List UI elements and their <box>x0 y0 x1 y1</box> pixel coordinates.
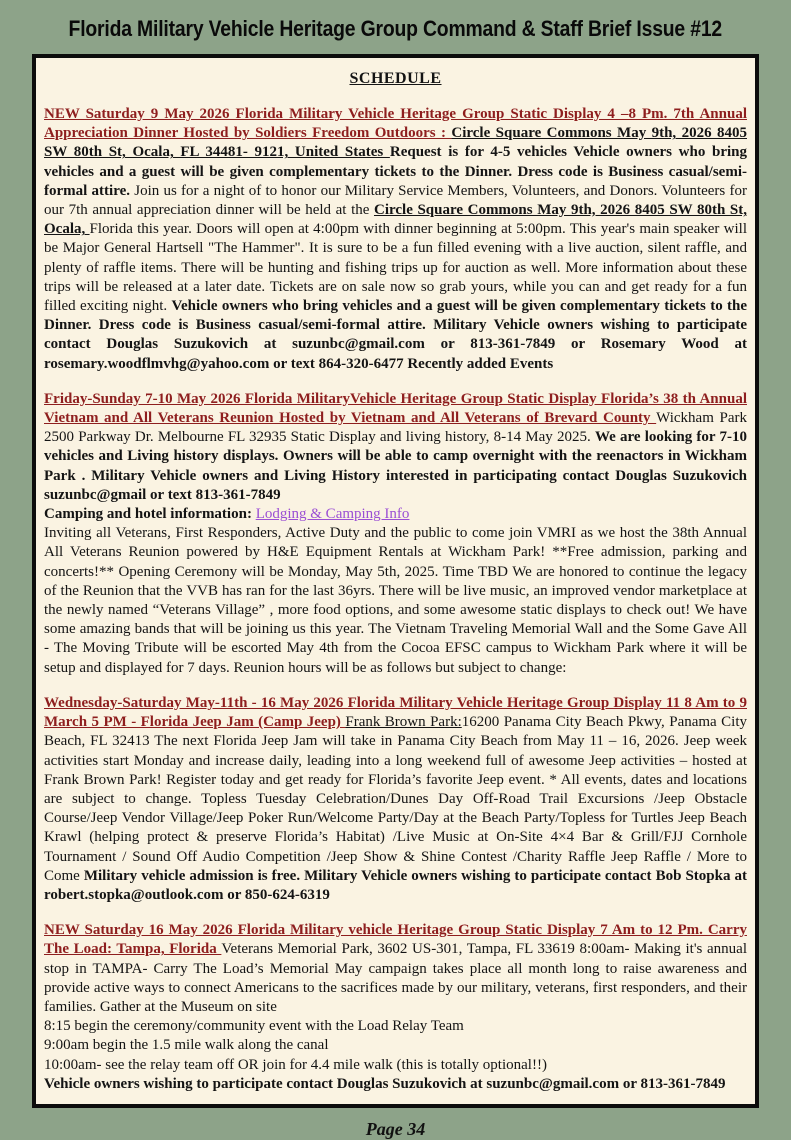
event-dinner-body-2: Florida this year. Doors will open at 4:00pm with dinner beginning at 5:00pm. This year's main speaker will be Major General Hartsell "The Hammer". It is sure to be a fun filled evening with a live auction, silent raffle, and plenty of raffle items. There will be hunting and fishing trips up for auction as well. More information about these trips will be released at a later date. Tickets are on sale now so grab yours, while you can and get ready for a fun filled exciting night. <box>44 221 748 315</box>
event-dinner-body-1: Join us for a night of to honor our Military Service Members, Volunteers, and Donors. Volunteers for our 7th annual appreciation dinner will be held at the <box>44 182 747 219</box>
event-dinner-venue-repeat: Circle Square Commons May 9th, 2026 8405 SW 80th St, Ocala, <box>44 202 747 238</box>
event-jeep-jam-body: 16200 Panama City Beach Pkwy, Panama City Beach, FL 32413 The next Florida Jeep Jam will take in Panama City Beach from May 11 – 16, 2026. Jeep week activities start Monday and increase daily, leading into a long weekend full of awesome Jeep activities – hosted at Frank Brown Park! Register today and get ready for Florida’s favorite Jeep event. * All events, dates and locations are subject to change. Topless Tuesday Celebration/Dunes Day Off-Road Trail Excursions /Jeep Obstacle Course/Jeep Vendor Village/Jeep Poker Run/Welcome Party/Day at the Beach Party/Topless for Turtles Jeep Beach Krawl (helping protect & preserve Florida’s Habitat) /Live Music at On-Site 4×4 Bar & Grill/FJJ Cornhole Tournament / Sound Off Audio Competition /Jeep Show & Shine Contest /Charity Raffle Jeep Raffle / More to Come <box>44 714 748 884</box>
event-jeep-jam-contact: Military vehicle admission is free. Military Vehicle owners wishing to participate contact Bob Stopka at robert.stopka@outlook.com or 850-624-6319 <box>44 867 747 903</box>
event-carry-the-load <box>44 921 747 1094</box>
event-dinner-venue: Circle Square Commons May 9th, 2026 8405 SW 80th St, Ocala, FL 34481- 9121, United States <box>44 125 747 161</box>
event-reunion-title: Friday-Sunday 7-10 May 2026 Florida MilitaryVehicle Heritage Group Static Display Florida’s 38 th Annual Vietnam and All Veterans Reunion Hosted by Vietnam and All Veterans of Brevard County <box>44 390 747 427</box>
page-number: Page 34 <box>365 1118 426 1139</box>
event-reunion-body: Inviting all Veterans, First Responders, Active Duty and the public to come join VMRI as we host the 38th Annual All Veterans Reunion powered by H&E Equipment Rentals at Wickham Park! **Free admission, parking and concerts!** Opening Ceremony will be Monday, May 5th, 2025. Time TBD We are honored to continue the legacy of the Reunion that the VVB has ran for the last 36yrs. There will be live music, an improved vendor marketplace at the newly named “Veterans Village” , more food options, and some awesome static displays to check out! We have some amazing bands that will be joining us this year. The Vietnam Traveling Memorial Wall and the Some Gave All - The Moving Tribute will be escorted May 4th from the Cocoa EFSC campus to Wickham Park where it will be setup and displayed for 7 days. Reunion hours will be as follows but subject to change: <box>44 525 747 676</box>
lodging-camping-link[interactable]: Lodging & Camping Info <box>255 506 410 523</box>
event-jeep-jam <box>44 694 747 905</box>
schedule-heading: SCHEDULE <box>349 70 442 87</box>
event-carry-schedule-815: 8:15 begin the ceremony/community event with the Load Relay Team <box>44 1018 464 1035</box>
event-dinner-request: Request is for 4-5 vehicles Vehicle owners who bring vehicles and a guest will be given complementary tickets to the Dinner. Dress code is Business casual/semi-formal attire. <box>44 144 747 199</box>
event-carry-body: Veterans Memorial Park, 3602 US-301, Tampa, FL 33619 8:00am- Making it's annual stop in TAMPA- Carry The Load’s Memorial May campaign takes place all month long to raise awareness and provide active ways to connect Americans to the sacrifices made by our military, veterans, first responders, and their families. Gather at the Museum on site <box>44 941 747 1015</box>
camping-info-label: Camping and hotel information: <box>44 506 256 523</box>
schedule-box <box>32 54 759 1108</box>
event-carry-contact: Vehicle owners wishing to participate contact Douglas Suzukovich at suzunbc@gmail.com or 813-361-7849 <box>44 1075 726 1092</box>
page-title: Florida Military Vehicle Heritage Group Command & Staff Brief Issue #12 <box>68 16 723 41</box>
event-appreciation-dinner <box>44 105 747 374</box>
masthead <box>0 16 791 42</box>
event-jeep-jam-title: Wednesday-Saturday May-11th - 16 May 2026 Florida Military Vehicle Heritage Group Display 11 8 Am to 9 March 5 PM - Florida Jeep Jam (Camp Jeep) <box>44 694 747 731</box>
event-reunion-looking: We are looking for 7-10 vehicles and Living history displays. Owners will be able to camp overnight with the reenactors in Wickham Park . Military Vehicle owners and Living History interested in participating contact Douglas Suzukovich suzunbc@gmail or text 813-361-7849 <box>44 429 747 503</box>
event-dinner-title: NEW Saturday 9 May 2026 Florida Military Vehicle Heritage Group Static Display 4 –8 Pm. 7th Annual Appreciation Dinner Hosted by Soldiers Freedom Outdoors : <box>44 106 747 142</box>
event-jeep-jam-park: Frank Brown Park: <box>345 714 462 731</box>
event-dinner-contact: Vehicle owners who bring vehicles and a guest will be given complementary tickets to the Dinner. Dress code is Business casual/semi-formal attire. Military Vehicle owners wishing to participate contact Douglas Suzukovich at suzunbc@gmail.com or 813-361-7849 or Rosemary Wood at rosemary.woodflmvhg@yahoo.com or text 864-320-6477 Recently added Events <box>44 298 747 372</box>
event-veterans-reunion <box>44 390 747 678</box>
event-carry-schedule-1000: 10:00am- see the relay team off OR join for 4.4 mile walk (this is totally optional!!) <box>44 1056 547 1073</box>
event-carry-schedule-900: 9:00am begin the 1.5 mile walk along the canal <box>44 1037 329 1054</box>
event-carry-title: NEW Saturday 16 May 2026 Florida Military vehicle Heritage Group Static Display 7 Am to 12 Pm. Carry The Load: Tampa, Florida <box>44 922 747 958</box>
event-reunion-intro: Wickham Park 2500 Parkway Dr. Melbourne FL 32935 Static Display and living history, 8-14 May 2025. <box>44 410 748 446</box>
